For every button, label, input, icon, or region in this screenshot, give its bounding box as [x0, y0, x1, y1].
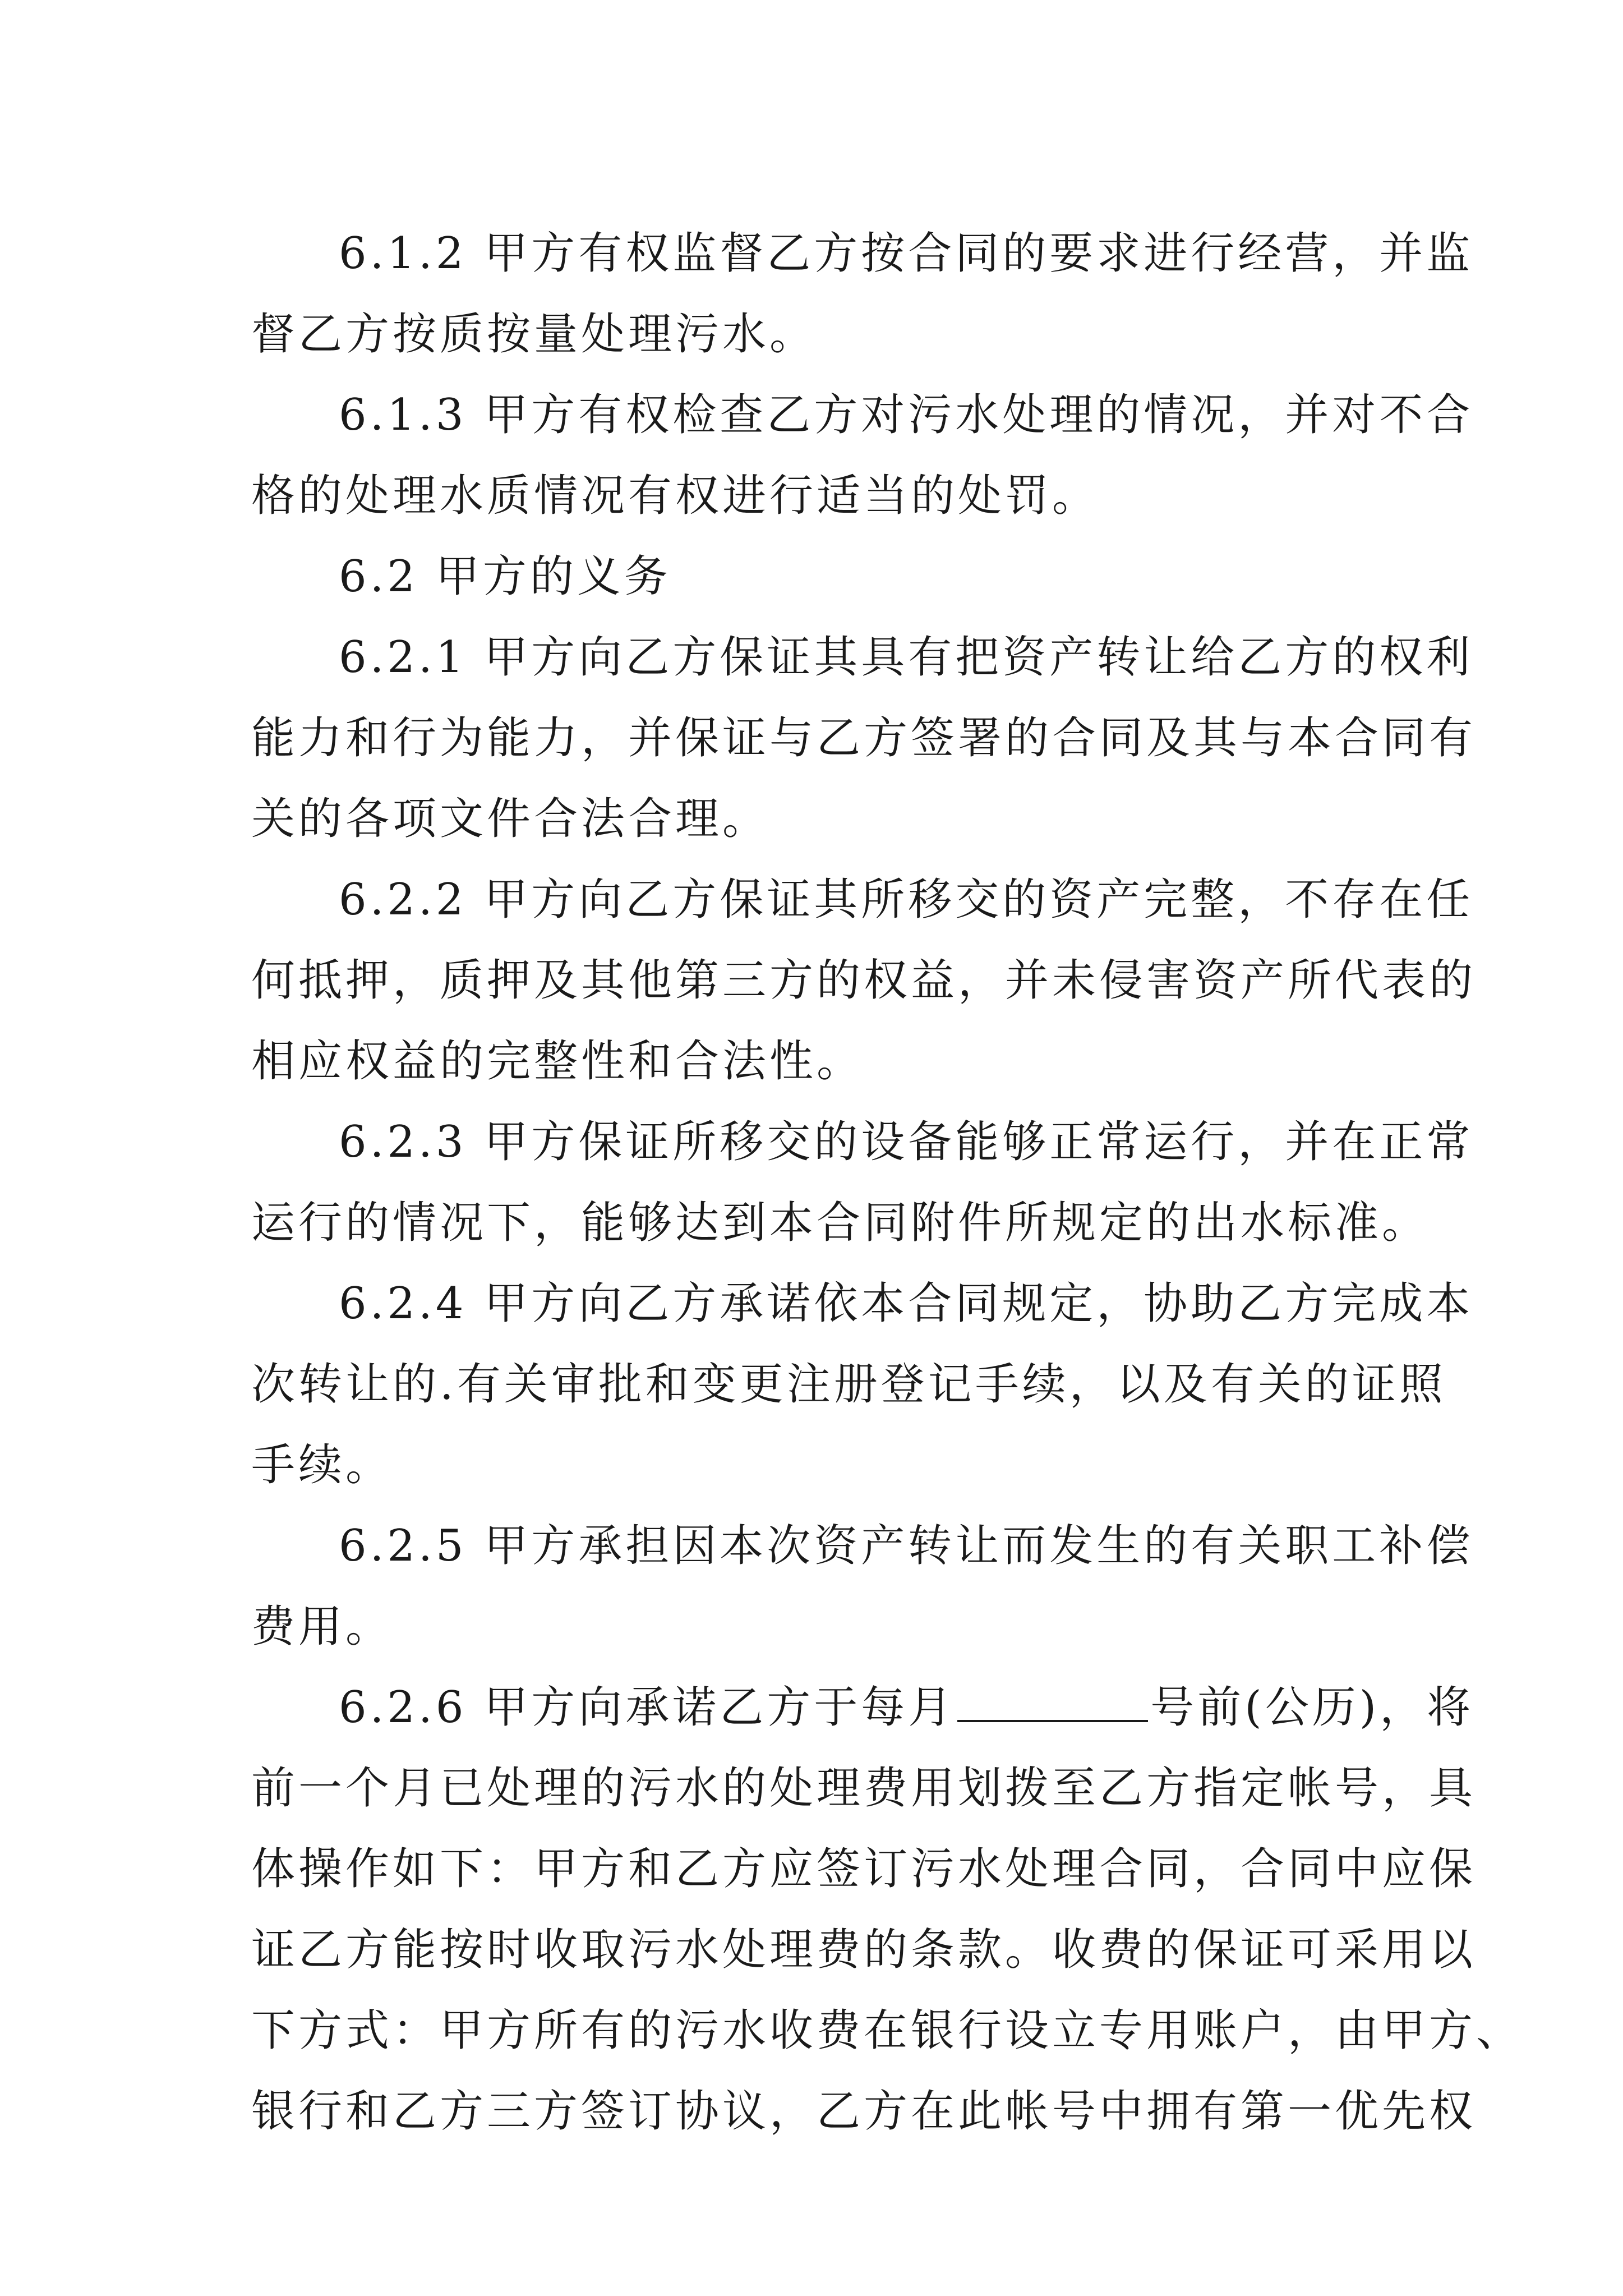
paragraph-line: 何抵押，质押及其他第三方的权益，并未侵害资产所代表的 [251, 955, 1477, 1006]
paragraph-line: 费用。 [251, 1602, 393, 1652]
paragraph [251, 1263, 1474, 1506]
document-body [251, 213, 1524, 2152]
paragraph-line: 次转让的.有关审批和变更注册登记手续，以及有关的证照 [251, 1359, 1446, 1410]
paragraph-line: 体操作如下：甲方和乙方应签订污水处理合同，合同中应保 [251, 1844, 1477, 1894]
paragraph-line: 6.1.2 甲方有权监督乙方按合同的要求进行经营，并监 [339, 228, 1474, 279]
paragraph [251, 375, 1474, 536]
paragraph-line: 格的处理水质情况有权进行适当的处罚。 [251, 471, 1100, 521]
paragraph-line: 银行和乙方三方签订协议，乙方在此帐号中拥有第一优先权 [251, 2086, 1477, 2137]
paragraph-line: 手续。 [251, 1440, 393, 1490]
paragraph-line: 6.1.3 甲方有权检查乙方对污水处理的情况，并对不合 [339, 390, 1474, 440]
paragraph-line [251, 1667, 1474, 1748]
paragraph-line: 关的各项文件合法合理。 [251, 794, 770, 844]
paragraph [251, 536, 1384, 617]
paragraph-line: 下方式：甲方所有的污水收费在银行设立专用账户，由甲方、 [251, 2005, 1524, 2056]
paragraph-line: 运行的情况下，能够达到本合同附件所规定的出水标准。 [251, 1198, 1430, 1248]
paragraph [251, 1102, 1474, 1263]
paragraph-line: 6.2.3 甲方保证所移交的设备能够正常运行，并在正常 [339, 1117, 1474, 1167]
paragraph [251, 1506, 1474, 1667]
paragraph-line: 6.2.5 甲方承担因本次资产转让而发生的有关职工补偿 [339, 1521, 1474, 1571]
paragraph-line: 相应权益的完整性和合法性。 [251, 1036, 864, 1087]
paragraph [251, 1667, 1524, 2152]
paragraph-line: 6.2 甲方的义务 [339, 551, 671, 602]
paragraph [251, 213, 1474, 375]
paragraph-line: 6.2.4 甲方向乙方承诺依本合同规定，协助乙方完成本 [339, 1278, 1474, 1329]
line-text-before-blank: 6.2.6 甲方向承诺乙方于每月 [339, 1682, 956, 1733]
paragraph-line: 前一个月已处理的污水的处理费用划拨至乙方指定帐号，具 [251, 1763, 1477, 1814]
paragraph-line: 6.2.1 甲方向乙方保证其具有把资产转让给乙方的权利 [339, 632, 1474, 683]
paragraph-line: 能力和行为能力，并保证与乙方签署的合同及其与本合同有 [251, 713, 1477, 763]
paragraph [251, 617, 1477, 859]
date-blank-field [957, 1686, 1148, 1722]
line-text-after-blank: 号前(公历)，将 [1150, 1682, 1474, 1733]
paragraph-line: 督乙方按质按量处理污水。 [251, 309, 817, 360]
paragraph-line: 证乙方能按时收取污水处理费的条款。收费的保证可采用以 [251, 1925, 1477, 1975]
paragraph [251, 859, 1477, 1102]
paragraph-line: 6.2.2 甲方向乙方保证其所移交的资产完整，不存在任 [339, 875, 1474, 925]
